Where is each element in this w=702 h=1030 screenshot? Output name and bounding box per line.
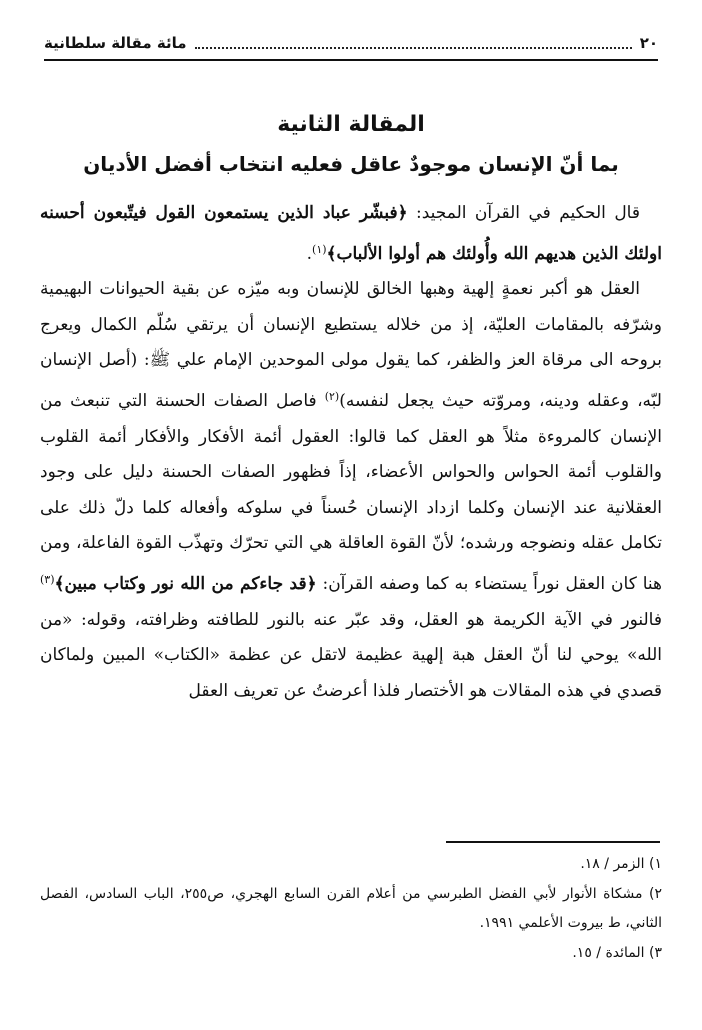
book-title: مائة مقالة سلطانية	[44, 34, 187, 52]
paragraph-2	[40, 272, 662, 709]
footnote-1: ١) الزمر / ١٨.	[580, 856, 662, 872]
paragraph-1-intro: قال الحكيم في القرآن المجيد:	[407, 203, 640, 223]
paragraph-1	[40, 196, 662, 272]
footnote-ref-2: (٢)	[324, 389, 340, 403]
header-divider	[44, 59, 658, 61]
footnotes	[40, 850, 662, 968]
article-subtitle: بما أنّ الإنسان موجودٌ عاقل فعليه انتخاب أفضل الأديان	[83, 152, 619, 176]
paragraph-2-part-a: العقل هو أكبر نعمةٍ إلهية وهبها الخالق للإنسان وبه ميّزه عن بقية الحيوانات البهيمية وشرّفه بالمقامات العليّة، إذ من خلاله يستطيع الإنسان أن يرتقي سُلّم الكمال ويعرج بروحه الى مرقاة العز والظفر، كما يقول مولى الموحدين الإمام علي ﷺ: (أصل الإنسان لبّه، وعقله ودينه، ومروّته حيث يجعل لنفسه)	[40, 279, 662, 411]
footnote-ref-3: (٣)	[40, 572, 55, 586]
paragraph-1-end: .	[306, 243, 313, 264]
quran-verse-2: ﴿قد جاءكم من الله نور وكتاب مبين﴾	[54, 573, 317, 594]
page-number: ٢٠	[639, 34, 658, 52]
footnote-2: ٢) مشكاة الأنوار لأبي الفضل الطبرسي من أعلام القرن السابع الهجري، ص٢٥٥، الباب السادس، الفصل الثاني، ط بيروت الأعلمي ١٩٩١.	[40, 885, 662, 931]
paragraph-2-part-b: فاصل الصفات الحسنة التي تنبعث من الإنسان كالمروءة مثلاً هو العقل كما قالوا: العقول أئمة الأفكار والأفكار أئمة القلوب والقلوب أئمة الحواس والحواس الأعضاء، إذاً فظهور الصفات الحسنة دليل على وجود العقلانية عند الإنسان وكلما ازداد الإنسان حُسناً في سلوكه وأفعاله كلما دلّ ذلك على تكامل عقله ونضوجه ورشده؛ لأنّ القوة العاقلة هي التي تحرّك وتهذّب القوة الفاعلة، ومن هنا كان العقل نوراً يستضاء به كما وصفه القرآن:	[40, 390, 662, 594]
article-title: المقالة الثانية	[277, 112, 425, 137]
footnote-divider	[446, 841, 660, 843]
paragraph-2-part-c: فالنور في الآية الكريمة هو العقل، وقد عبّر عنه بالنور للطافته وظرافته، وقوله: «من الله» يوحي لنا أنّ العقل هبة إلهية عظيمة لاتقل عن عظمة «الكتاب» المبين ولماكان قصدي في هذه المقالات هو الأختصار فلذا أعرضتُ عن تعريف العقل	[40, 609, 662, 701]
running-header	[44, 30, 658, 56]
footnote-ref-1: (١)	[312, 242, 327, 256]
quran-verse-1: ﴿فبشّر عباد الذين يستمعون القول فيتّبعون أحسنه اولئك الذين هديهم الله وأُولئك هم أولوا الألباب﴾	[40, 203, 662, 264]
header-dot-leader	[195, 37, 632, 49]
footnote-3: ٣) المائدة / ١٥.	[572, 944, 662, 961]
article-body	[40, 196, 662, 709]
